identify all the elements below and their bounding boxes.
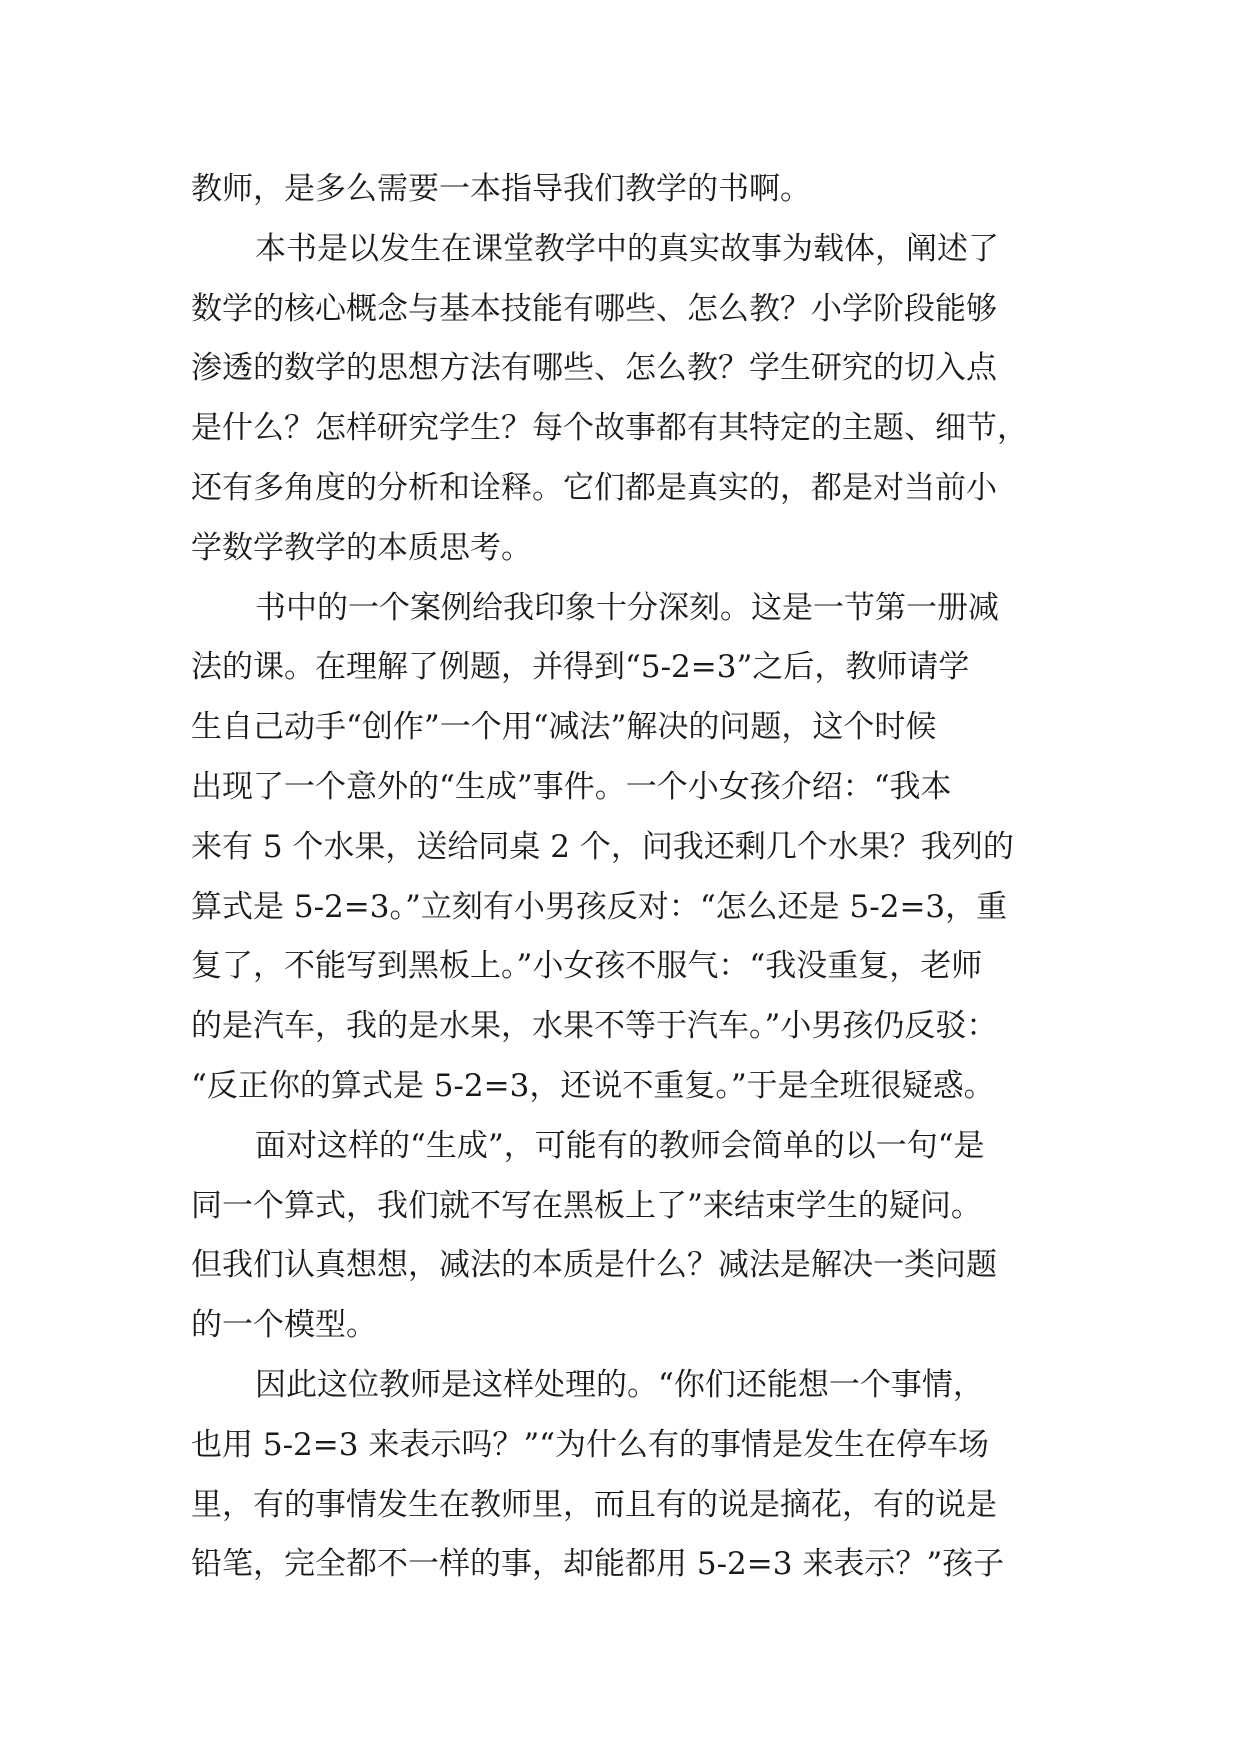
text-line: 复了，不能写到黑板上。”小女孩不服气：“我没重复，老师 <box>191 948 983 985</box>
text-line: 来有 5 个水果，送给同桌 2 个，问我还剩几个水果？我列的 <box>191 828 1014 865</box>
text-line: 教师，是多么需要一本指导我们教学的书啊。 <box>191 171 811 207</box>
text-line: 出现了一个意外的“生成”事件。一个小女孩介绍：“我本 <box>191 768 952 805</box>
text-line: 但我们认真想想，减法的本质是什么？减法是解决一类问题 <box>191 1247 997 1284</box>
text-line: 法的课。在理解了例题，并得到“5-2=3”之后，教师请学 <box>191 649 970 686</box>
text-line: “反正你的算式是 5-2=3，还说不重复。”于是全班很疑惑。 <box>191 1067 995 1104</box>
text-line: 数学的核心概念与基本技能有哪些、怎么教？小学阶段能够 <box>191 290 997 327</box>
text-line: 的是汽车，我的是水果，水果不等于汽车。”小男孩仍反驳： <box>191 1008 998 1045</box>
text-line: 的一个模型。 <box>191 1307 377 1344</box>
text-line: 同一个算式，我们就不写在黑板上了”来结束学生的疑问。 <box>191 1187 982 1224</box>
text-line: 面对这样的“生成”，可能有的教师会简单的以一句“是 <box>255 1127 985 1164</box>
text-line: 里，有的事情发生在教师里，而且有的说是摘花，有的说是 <box>191 1486 997 1523</box>
text-line: 因此这位教师是这样处理的。“你们还能想一个事情， <box>255 1366 984 1403</box>
text-line: 也用 5-2=3 来表示吗？”“为什么有的事情是发生在停车场 <box>191 1426 990 1463</box>
text-line: 铅笔，完全都不一样的事，却能都用 5-2=3 来表示？”孩子 <box>191 1546 1005 1583</box>
text-line: 本书是以发生在课堂教学中的真实故事为载体，阐述了 <box>255 230 999 267</box>
text-line: 学数学教学的本质思考。 <box>191 529 532 566</box>
text-line: 是什么？怎样研究学生？每个故事都有其特定的主题、细节， <box>191 410 1028 447</box>
text-line: 渗透的数学的思想方法有哪些、怎么教？学生研究的切入点 <box>191 350 997 387</box>
body-text <box>191 160 1091 1595</box>
text-line: 生自己动手“创作”一个用“减法”解决的问题，这个时候 <box>191 709 937 746</box>
text-line: 还有多角度的分析和诠释。它们都是真实的，都是对当前小 <box>191 469 997 506</box>
text-line: 算式是 5-2=3。”立刻有小男孩反对：“怎么还是 5-2=3，重 <box>191 888 1008 925</box>
text-line: 书中的一个案例给我印象十分深刻。这是一节第一册减 <box>255 589 999 626</box>
